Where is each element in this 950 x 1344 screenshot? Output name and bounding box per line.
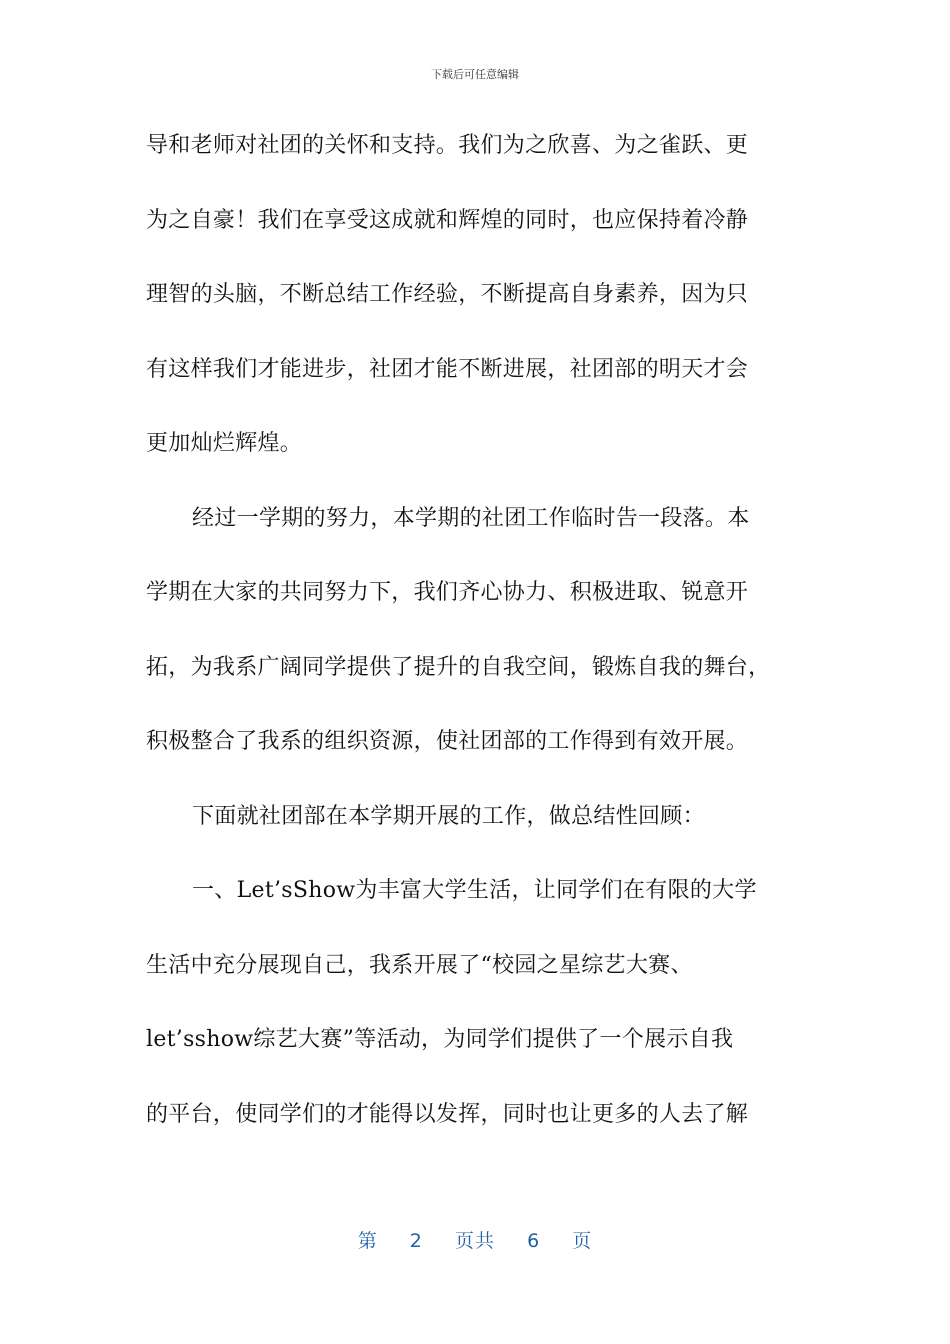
paragraph-start-line: 一、Let’sShow为丰富大学生活，让同学们在有限的大学 [192, 878, 757, 903]
text-line: 的平台，使同学们的才能得以发挥，同时也让更多的人去了解 [146, 1101, 749, 1127]
text-line: 学期在大家的共同努力下，我们齐心协力、积极进取、锐意开 [146, 580, 749, 605]
document-body [146, 122, 826, 1165]
header-note: 下载后可任意编辑 [431, 68, 519, 81]
footer-suffix: 页 [572, 1230, 593, 1252]
footer-prefix: 第 [357, 1230, 378, 1252]
paragraph-start-line: 下面就社团部在本学期开展的工作，做总结性回顾： [192, 803, 705, 829]
text-line: 理智的头脑，不断总结工作经验，不断提高自身素养，因为只 [146, 282, 749, 307]
total-pages-number: 6 [527, 1230, 541, 1252]
text-line: 拓，为我系广阔同学提供了提升的自我空间，锻炼自我的舞台， [146, 654, 771, 680]
current-page-number: 2 [409, 1230, 423, 1252]
footer-middle: 页共 [454, 1230, 495, 1252]
text-line: 生活中充分展现自己，我系开展了“校园之星综艺大赛、 [146, 952, 693, 978]
paragraph-start-line: 经过一学期的努力，本学期的社团工作临时告一段落。本 [192, 505, 750, 531]
text-line: 积极整合了我系的组织资源，使社团部的工作得到有效开展。 [146, 729, 749, 754]
text-line: 有这样我们才能进步，社团才能不断进展，社团部的明天才会 [146, 356, 749, 382]
page-footer [0, 1226, 950, 1253]
text-line: 为之自豪！我们在享受这成就和辉煌的同时，也应保持着冷静 [146, 207, 749, 233]
text-line: let’sshow综艺大赛”等活动，为同学们提供了一个展示自我 [146, 1027, 734, 1052]
text-line: 更加灿烂辉煌。 [146, 431, 303, 456]
text-line: 导和老师对社团的关怀和支持。我们为之欣喜、为之雀跃、更 [146, 133, 749, 158]
